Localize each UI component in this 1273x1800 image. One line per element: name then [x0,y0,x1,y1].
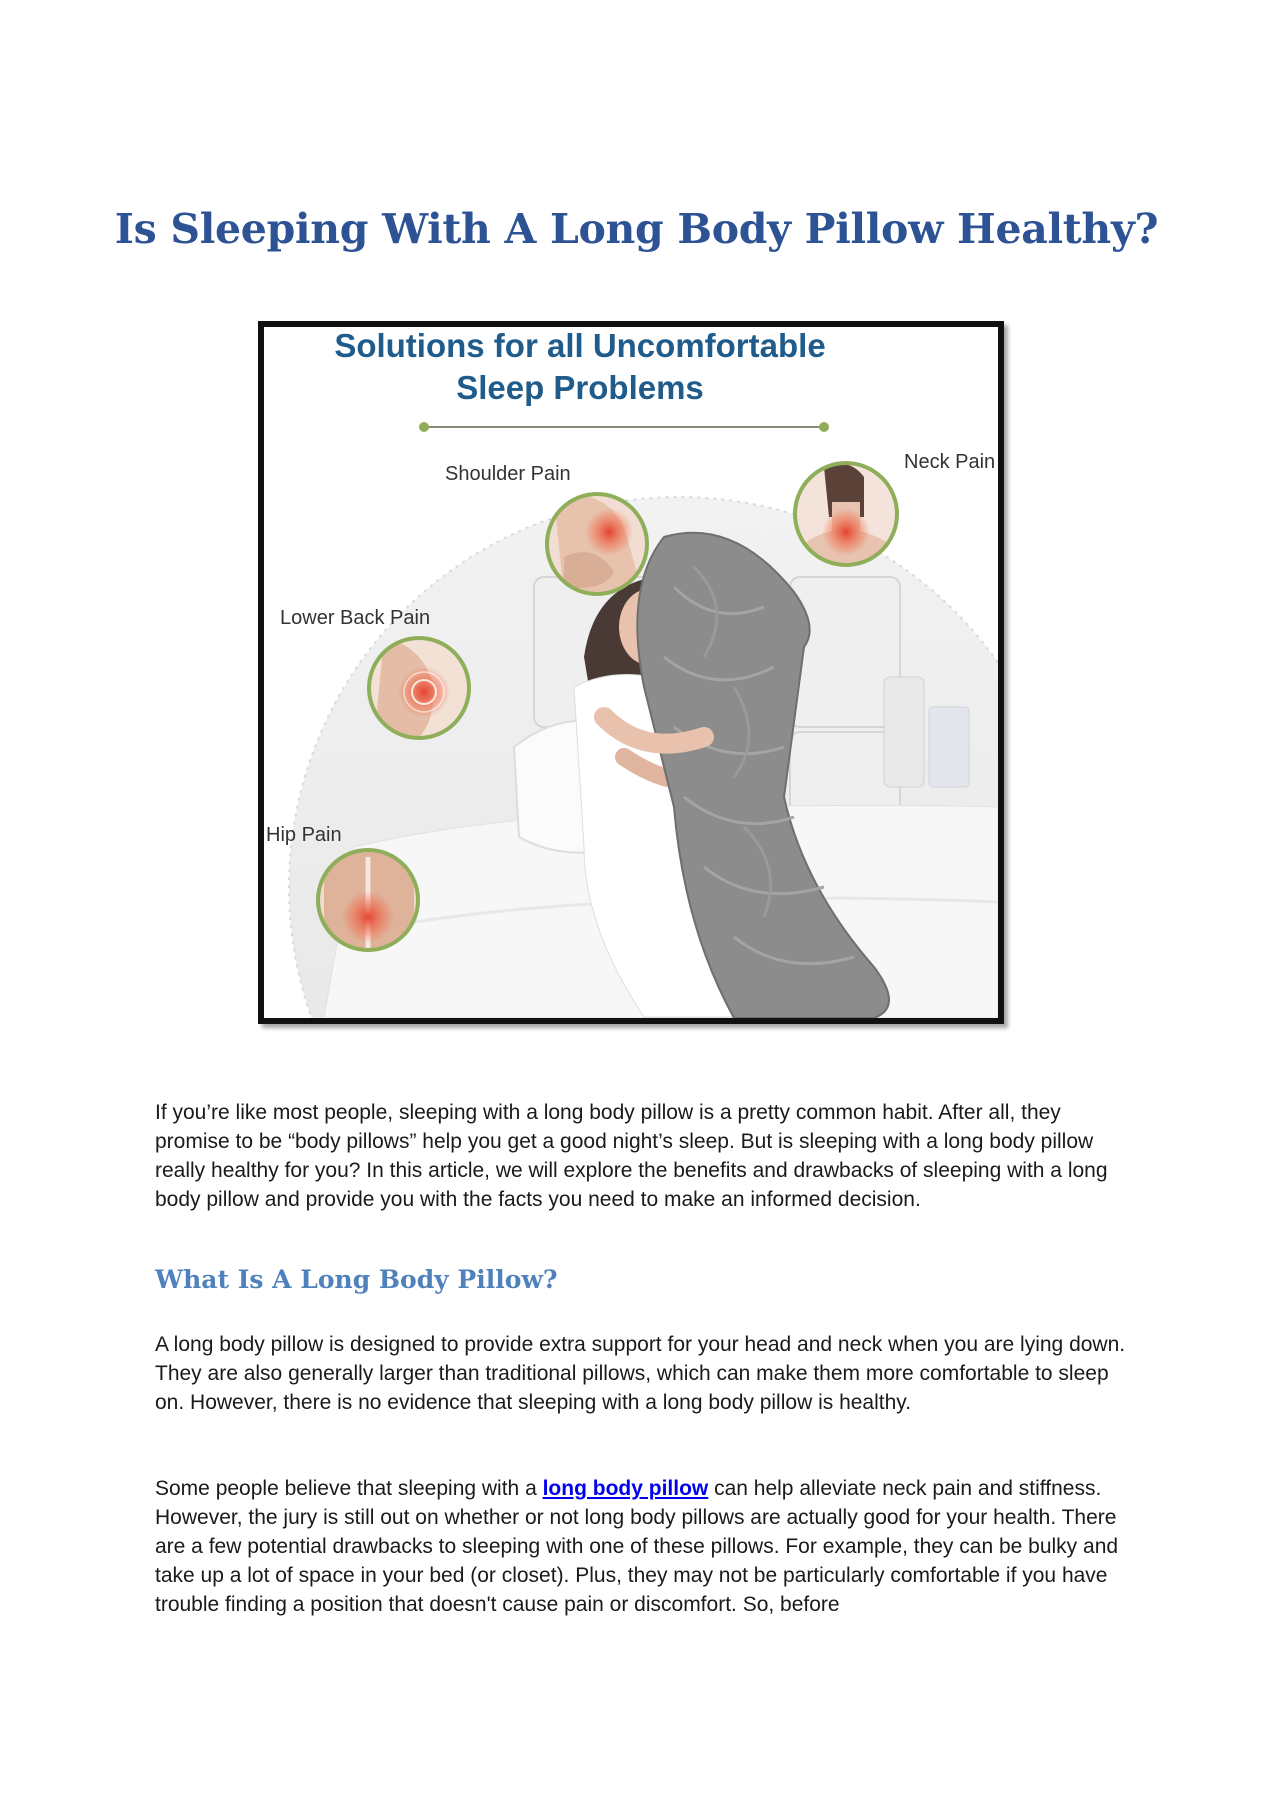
section-heading: What Is A Long Body Pillow? [155,1265,558,1294]
paragraph-benefits [155,1474,1140,1619]
shoulder-pain-thumbnail [547,494,647,597]
label-hip-pain: Hip Pain [266,824,342,846]
page-title: Is Sleeping With A Long Body Pillow Healthy? [114,205,1159,253]
figure-heading-line1: Solutions for all Uncomfortable [334,327,826,364]
lower-back-pain-thumbnail [369,637,469,742]
paragraph-benefits-end: can help alleviate neck pain and stiffness. However, the jury is still out on whether or not long body pillows are actually good for your health. There are a few potential drawbacks to sleeping with one of these pillows. For example, they can be bulky and take up a lot of space in your bed (or closet). Plus, they may not be particularly comfortable if you have trouble finding a position that doesn't cause pain or discomfort. So, before [155,1477,1119,1616]
pillow-infographic [258,321,1004,1024]
paragraph-definition: A long body pillow is designed to provide extra support for your head and neck when you are lying down. They are also generally larger than traditional pillows, which can make them more comfortable to sleep on. However, there is no evidence that sleeping with a long body pillow is healthy. [155,1333,1126,1414]
long-body-pillow-link[interactable]: long body pillow [542,1477,709,1500]
intro-paragraph: If you’re like most people, sleeping with a long body pillow is a pretty common habit. After all, they promise to be “body pillows” help you get a good night’s sleep. But is sleeping with a long body pillow really healthy for you? In this article, we will explore the benefits and drawbacks of sleeping with a long body pillow and provide you with the facts you need to make an informed decision. [155,1101,1108,1211]
label-shoulder-pain: Shoulder Pain [445,463,571,485]
paragraph-benefits-start: Some people believe that sleeping with a [155,1477,543,1500]
label-neck-pain: Neck Pain [904,451,996,473]
label-lower-back-pain: Lower Back Pain [280,607,431,629]
figure-heading-line2: Sleep Problems [456,369,704,406]
